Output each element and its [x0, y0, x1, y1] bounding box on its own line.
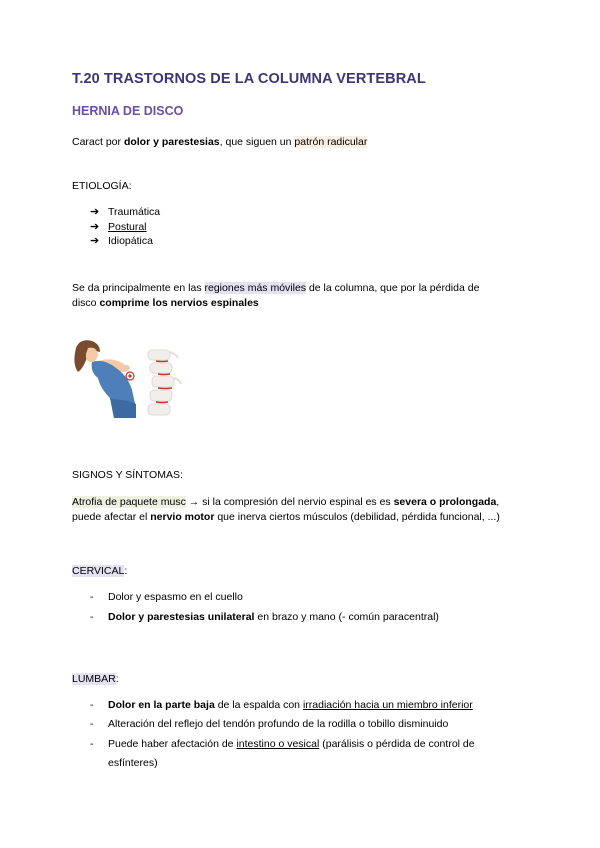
intro-bold: dolor y parestesias [123, 136, 220, 148]
mobile-highlight: regiones más móviles [204, 282, 307, 294]
list-item [90, 699, 473, 711]
list-item-label: Traumática [108, 206, 161, 218]
list-item [90, 718, 448, 730]
lumbar-colon: : [115, 673, 119, 685]
intro-text-mid: , que siguen un [219, 136, 295, 148]
page-title: T.20 TRASTORNOS DE LA COLUMNA VERTEBRAL [72, 71, 426, 87]
list-item-continuation: esfínteres) [108, 757, 158, 769]
lumbar-heading-text: LUMBAR [72, 673, 116, 685]
section-title-hernia: HERNIA DE DISCO [72, 104, 184, 118]
list-item-label: en brazo y mano (- común paracentral) [254, 611, 439, 623]
signs-text-2: puede afectar el [72, 511, 151, 523]
signs-text-post: , [496, 496, 500, 508]
list-item-label-post: (parálisis o pérdida de control de [319, 738, 475, 750]
list-item-underline: irradiación hacia un miembro inferior [302, 699, 473, 711]
arrow-icon: ➔ [90, 220, 100, 233]
list-item [90, 205, 160, 220]
spine-icon [148, 350, 181, 415]
dash-bullet: - [90, 718, 94, 730]
arrow-icon: ➔ [90, 206, 100, 218]
list-item-bold: Dolor y parestesias unilateral [108, 611, 255, 623]
cervical-heading [72, 565, 127, 577]
list-item-label: Alteración del reflejo del tendón profundo de la rodilla o tobillo disminuido [108, 718, 449, 730]
list-item-label: Idiopática [108, 235, 153, 247]
list-item-label: de la espalda con [214, 699, 303, 711]
mobile-text-2: disco [72, 297, 100, 309]
pain-dot [128, 374, 131, 377]
signs-paragraph-line2 [72, 511, 500, 523]
mobile-text-post: de la columna, que por la pérdida de [306, 282, 480, 294]
mobile-text: Se da principalmente en las [72, 282, 205, 294]
dash-bullet: - [90, 611, 94, 623]
mobile-bold: comprime los nervios espinales [99, 297, 259, 309]
mobile-paragraph-line1 [72, 282, 479, 294]
signs-text-2-post: que inerva ciertos músculos (debilidad, pérdida funcional, ...) [214, 511, 500, 523]
cervical-colon: : [124, 565, 128, 577]
list-item [90, 234, 160, 249]
signs-heading: SIGNOS Y SÍNTOMAS: [72, 469, 183, 481]
etiology-list [90, 205, 160, 249]
list-item [90, 611, 439, 623]
lumbar-heading [72, 673, 119, 685]
list-item [90, 738, 475, 750]
list-item-label: Dolor y espasmo en el cuello [108, 591, 243, 603]
hand-shape [122, 365, 130, 371]
list-item-label: Postural [108, 220, 147, 233]
signs-highlight: Atrofia de paquete musc [72, 496, 186, 508]
intro-highlight: patrón radicular [294, 136, 368, 148]
signs-bold-2: nervio motor [150, 511, 215, 523]
etiology-heading: ETIOLOGÍA: [72, 180, 132, 192]
list-item-underline: intestino o vesical [236, 738, 320, 750]
dash-bullet: - [90, 699, 94, 711]
arrow-icon: ➔ [90, 235, 100, 247]
dash-bullet: - [90, 591, 94, 603]
signs-bold: severa o prolongada [393, 496, 497, 508]
list-item [90, 591, 243, 603]
mobile-paragraph-line2 [72, 297, 259, 309]
intro-paragraph [72, 136, 367, 148]
list-item-bold: Dolor en la parte baja [108, 699, 215, 711]
intro-text: Caract por [72, 136, 124, 148]
list-item [90, 220, 160, 235]
signs-paragraph-line1 [72, 496, 499, 508]
cervical-heading-text: CERVICAL [72, 565, 125, 577]
list-item-label: Puede haber afectación de [108, 738, 237, 750]
woman-back-pain-spine-illustration [70, 338, 182, 420]
signs-text: → si la compresión del nervio espinal es es [185, 496, 394, 508]
dash-bullet: - [90, 738, 94, 750]
